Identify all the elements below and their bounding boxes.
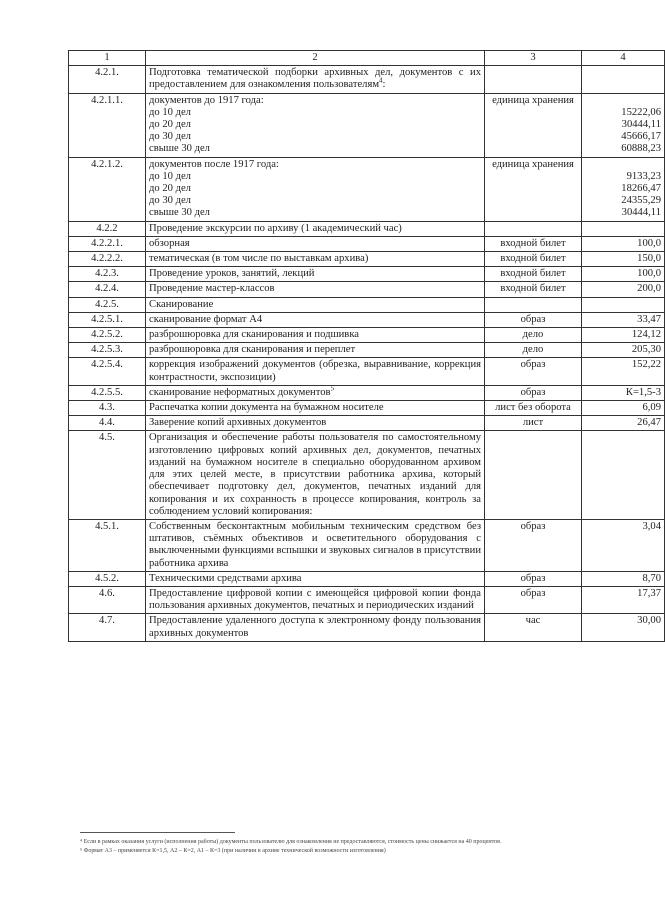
row-unit: лист без оборота bbox=[485, 401, 582, 416]
table-header-row bbox=[69, 51, 665, 66]
header-col-4: 4 bbox=[582, 51, 665, 66]
footnote-4: ⁴ Если в рамках оказания услуги (исполнения работы) документы пользователю для ознакомления не предоставляются, стоимость цены снижается на 40 процентов. bbox=[80, 839, 502, 845]
row-description: Подготовка тематической подборки архивных дел, документов с их предоставлением для ознакомления пользователям$^4$: bbox=[146, 66, 485, 93]
row-unit: образ bbox=[485, 519, 582, 571]
row-description: документов до 1917 года: до 10 дел до 20 дел до 30 дел свыше 30 дел bbox=[146, 93, 485, 157]
row-description: Предоставление удаленного доступа к электронному фонду пользования архивных документов bbox=[146, 614, 485, 641]
header-col-1: 1 bbox=[69, 51, 146, 66]
row-description: Собственным бесконтактным мобильным техническим средством без штативов, съёмных объективов и осветительного оборудования с выключенными функциями вспышки и звуковых сигналов в присутствии работника архива bbox=[146, 519, 485, 571]
row-price: 6,09 bbox=[582, 401, 665, 416]
table-row bbox=[69, 282, 665, 297]
row-unit: единица хранения bbox=[485, 157, 582, 221]
row-price bbox=[582, 431, 665, 519]
row-number: 4.5.1. bbox=[69, 519, 146, 571]
row-description: Проведение экскурсии по архиву (1 академический час) bbox=[146, 221, 485, 236]
tariff-table bbox=[68, 50, 665, 642]
footnote-divider bbox=[80, 832, 235, 833]
table-row bbox=[69, 343, 665, 358]
row-unit bbox=[485, 297, 582, 312]
row-price: 205,30 bbox=[582, 343, 665, 358]
table-row bbox=[69, 297, 665, 312]
row-unit: лист bbox=[485, 416, 582, 431]
row-unit: час bbox=[485, 614, 582, 641]
row-price: К=1,5-3 bbox=[582, 385, 665, 400]
row-price bbox=[582, 221, 665, 236]
row-number: 4.2.2.2. bbox=[69, 252, 146, 267]
row-number: 4.2.1.1. bbox=[69, 93, 146, 157]
row-unit: образ bbox=[485, 385, 582, 400]
row-unit bbox=[485, 66, 582, 93]
row-number: 4.4. bbox=[69, 416, 146, 431]
row-description: Проведение мастер-классов bbox=[146, 282, 485, 297]
header-col-2: 2 bbox=[146, 51, 485, 66]
table-row bbox=[69, 571, 665, 586]
row-price bbox=[582, 66, 665, 93]
row-unit: дело bbox=[485, 343, 582, 358]
row-unit: единица хранения bbox=[485, 93, 582, 157]
table-row bbox=[69, 236, 665, 251]
footnote-ref: 4 bbox=[379, 76, 383, 85]
row-number: 4.2.5.1. bbox=[69, 312, 146, 327]
row-description: сканирование формат А4 bbox=[146, 312, 485, 327]
table-row bbox=[69, 328, 665, 343]
row-number: 4.3. bbox=[69, 401, 146, 416]
row-price: 9133,23 18266,47 24355,29 30444,11 bbox=[582, 157, 665, 221]
row-unit: образ bbox=[485, 586, 582, 613]
table-row bbox=[69, 416, 665, 431]
table-row bbox=[69, 312, 665, 327]
table-row bbox=[69, 519, 665, 571]
row-number: 4.2.5. bbox=[69, 297, 146, 312]
row-price: 152,22 bbox=[582, 358, 665, 385]
table-row bbox=[69, 221, 665, 236]
footnote-5: ⁵ Формат А3 – применяется К=1,5, А2 – К=2, А1 – К=3 (при наличии в архиве технической возможности изготовления) bbox=[80, 848, 386, 854]
row-unit: образ bbox=[485, 358, 582, 385]
row-price bbox=[582, 297, 665, 312]
table-row bbox=[69, 614, 665, 641]
row-price: 124,12 bbox=[582, 328, 665, 343]
row-description: Проведение уроков, занятий, лекций bbox=[146, 267, 485, 282]
row-description: обзорная bbox=[146, 236, 485, 251]
row-price: 100,0 bbox=[582, 267, 665, 282]
row-description: Организация и обеспечение работы пользователя по самостоятельному изготовлению цифровых копий архивных дел, документов, печатных изданий на бумажном носителе в специально оборудованном архивом для этих целей месте, в присутствии работника архива, который обеспечивает подготовку дел, документов, печатных изданий для копирования и их сохранность в процессе копирования, контроль за соблюдением условий копирования: bbox=[146, 431, 485, 519]
row-number: 4.2.5.3. bbox=[69, 343, 146, 358]
table-row bbox=[69, 93, 665, 157]
row-price: 30,00 bbox=[582, 614, 665, 641]
table-row bbox=[69, 431, 665, 519]
row-number: 4.2.2.1. bbox=[69, 236, 146, 251]
row-unit: входной билет bbox=[485, 282, 582, 297]
row-number: 4.2.3. bbox=[69, 267, 146, 282]
row-number: 4.2.1.2. bbox=[69, 157, 146, 221]
row-description: разброшюровка для сканирования и переплет bbox=[146, 343, 485, 358]
row-number: 4.2.4. bbox=[69, 282, 146, 297]
footnotes bbox=[80, 832, 620, 856]
row-price: 100,0 bbox=[582, 236, 665, 251]
row-price: 33,47 bbox=[582, 312, 665, 327]
row-number: 4.6. bbox=[69, 586, 146, 613]
table-row bbox=[69, 358, 665, 385]
table-row bbox=[69, 385, 665, 400]
row-description: Предоставление цифровой копии с имеющейся цифровой копии фонда пользования архивных документов, печатных и периодических изданий bbox=[146, 586, 485, 613]
row-description: Распечатка копии документа на бумажном носителе bbox=[146, 401, 485, 416]
row-price: 8,70 bbox=[582, 571, 665, 586]
row-description: сканирование неформатных документов$^5$ bbox=[146, 385, 485, 400]
row-unit: дело bbox=[485, 328, 582, 343]
row-unit bbox=[485, 221, 582, 236]
table-row bbox=[69, 267, 665, 282]
table-row bbox=[69, 252, 665, 267]
row-unit: образ bbox=[485, 571, 582, 586]
row-description: документов после 1917 года: до 10 дел до 20 дел до 30 дел свыше 30 дел bbox=[146, 157, 485, 221]
row-unit: входной билет bbox=[485, 252, 582, 267]
row-unit: входной билет bbox=[485, 236, 582, 251]
row-description: Заверение копий архивных документов bbox=[146, 416, 485, 431]
row-description: тематическая (в том числе по выставкам архива) bbox=[146, 252, 485, 267]
row-number: 4.2.5.5. bbox=[69, 385, 146, 400]
row-number: 4.7. bbox=[69, 614, 146, 641]
header-col-3: 3 bbox=[485, 51, 582, 66]
row-unit bbox=[485, 431, 582, 519]
row-price: 17,37 bbox=[582, 586, 665, 613]
row-price: 3,04 bbox=[582, 519, 665, 571]
row-number: 4.2.1. bbox=[69, 66, 146, 93]
row-number: 4.2.5.4. bbox=[69, 358, 146, 385]
row-description: Сканирование bbox=[146, 297, 485, 312]
table-row bbox=[69, 66, 665, 93]
row-price: 150,0 bbox=[582, 252, 665, 267]
row-description: разброшюровка для сканирования и подшивка bbox=[146, 328, 485, 343]
footnote-ref: 5 bbox=[330, 384, 335, 393]
row-number: 4.5. bbox=[69, 431, 146, 519]
row-unit: образ bbox=[485, 312, 582, 327]
row-description: Техническими средствами архива bbox=[146, 571, 485, 586]
table-row bbox=[69, 157, 665, 221]
row-unit: входной билет bbox=[485, 267, 582, 282]
row-price: 15222,06 30444,11 45666,17 60888,23 bbox=[582, 93, 665, 157]
row-price: 200,0 bbox=[582, 282, 665, 297]
table-row bbox=[69, 586, 665, 613]
table-row bbox=[69, 401, 665, 416]
row-description: коррекция изображений документов (обрезка, выравнивание, коррекция контрастности, экспозиции) bbox=[146, 358, 485, 385]
row-number: 4.2.5.2. bbox=[69, 328, 146, 343]
row-number: 4.5.2. bbox=[69, 571, 146, 586]
row-price: 26,47 bbox=[582, 416, 665, 431]
row-number: 4.2.2 bbox=[69, 221, 146, 236]
